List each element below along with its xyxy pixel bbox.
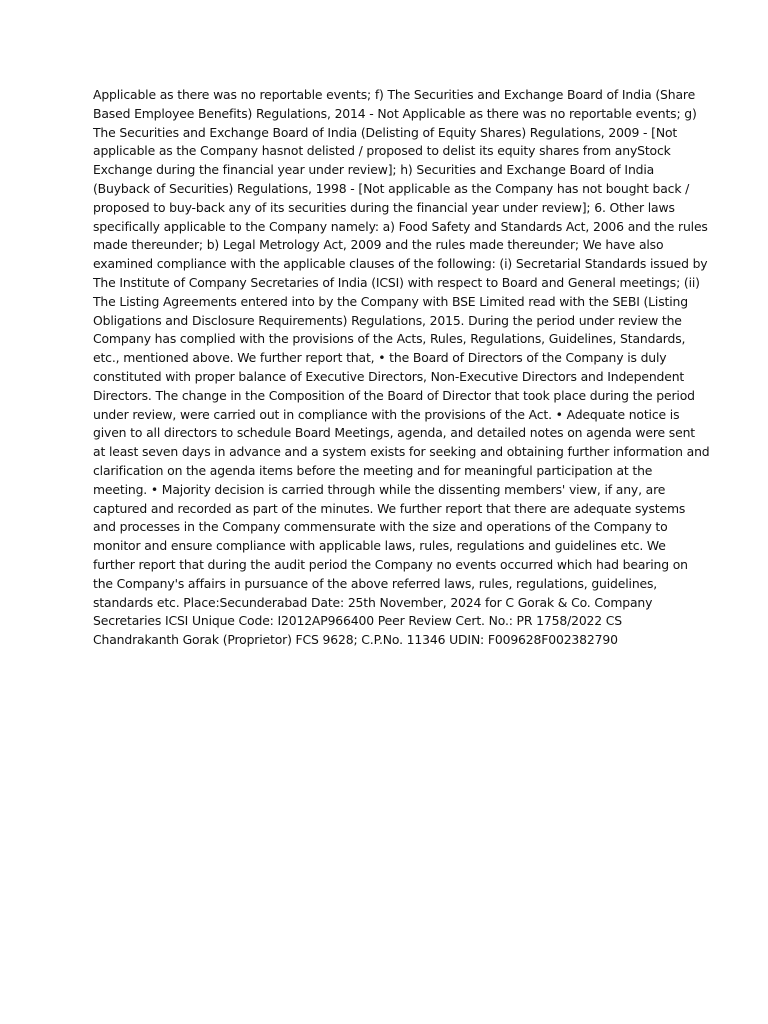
text-line-26: further report that during the audit period the Company no events occurred which had bearing on	[93, 556, 688, 572]
text-line-29: Secretaries ICSI Unique Code: I2012AP966400 Peer Review Cert. No.: PR 1758/2022 CS	[93, 613, 623, 629]
text-line-23: captured and recorded as part of the minutes. We further report that there are adequate systems	[93, 500, 686, 516]
text-line-17: Directors. The change in the Composition of the Board of Director that took place during the period	[93, 387, 695, 403]
text-line-27: the Company's affairs in pursuance of the above referred laws, rules, regulations, guidelines,	[93, 575, 658, 591]
text-line-14: Company has complied with the provisions of the Acts, Rules, Regulations, Guidelines, Standards,	[93, 331, 686, 347]
text-line-25: monitor and ensure compliance with applicable laws, rules, regulations and guidelines etc. We	[93, 538, 666, 554]
text-line-9: made thereunder; b) Legal Metrology Act, 2009 and the rules made thereunder; We have also	[93, 237, 664, 253]
text-line-20: at least seven days in advance and a system exists for seeking and obtaining further information and	[93, 444, 710, 460]
text-line-18: under review, were carried out in compliance with the provisions of the Act. • Adequate notice is	[93, 406, 680, 422]
text-line-8: specifically applicable to the Company namely: a) Food Safety and Standards Act, 2006 and the rules	[93, 218, 708, 234]
text-line-13: Obligations and Disclosure Requirements) Regulations, 2015. During the period under review the	[93, 312, 682, 328]
text-line-1: Applicable as there was no reportable events; f) The Securities and Exchange Board of India (Share	[93, 87, 696, 102]
text-line-12: The Listing Agreements entered into by the Company with BSE Limited read with the SEBI (Listing	[93, 293, 688, 309]
text-line-7: proposed to buy-back any of its securities during the financial year under review]; 6. Other laws	[93, 199, 675, 215]
text-line-19: given to all directors to schedule Board Meetings, agenda, and detailed notes on agenda were sent	[93, 425, 695, 441]
body-paragraph	[93, 86, 710, 650]
text-line-10: examined compliance with the applicable clauses of the following: (i) Secretarial Standards issued by	[93, 256, 708, 272]
text-line-15: etc., mentioned above. We further report that, • the Board of Directors of the Company is duly	[93, 350, 667, 366]
text-line-22: meeting. • Majority decision is carried through while the dissenting members' view, if any, are	[93, 481, 666, 497]
text-line-21: clarification on the agenda items before the meeting and for meaningful participation at the	[93, 462, 653, 478]
text-line-16: constituted with proper balance of Executive Directors, Non-Executive Directors and Independent	[93, 368, 685, 384]
text-line-3: The Securities and Exchange Board of India (Delisting of Equity Shares) Regulations, 2009 - [Not	[93, 124, 678, 140]
text-line-11: The Institute of Company Secretaries of India (ICSI) with respect to Board and General meetings; (ii)	[93, 274, 700, 290]
text-line-30: Chandrakanth Gorak (Proprietor) FCS 9628; C.P.No. 11346 UDIN: F009628F002382790	[93, 632, 618, 648]
text-line-2: Based Employee Benefits) Regulations, 2014 - Not Applicable as there was no reportable events; g)	[93, 105, 697, 121]
text-line-24: and processes in the Company commensurate with the size and operations of the Company to	[93, 519, 668, 535]
text-line-5: Exchange during the financial year under review]; h) Securities and Exchange Board of India	[93, 162, 655, 178]
text-line-4: applicable as the Company hasnot delisted / proposed to delist its equity shares from anyStock	[93, 143, 671, 159]
text-line-6: (Buyback of Securities) Regulations, 1998 - [Not applicable as the Company has not bought back /	[93, 180, 690, 196]
text-line-28: standards etc. Place:Secunderabad Date: 25th November, 2024 for C Gorak & Co. Company	[93, 594, 653, 610]
